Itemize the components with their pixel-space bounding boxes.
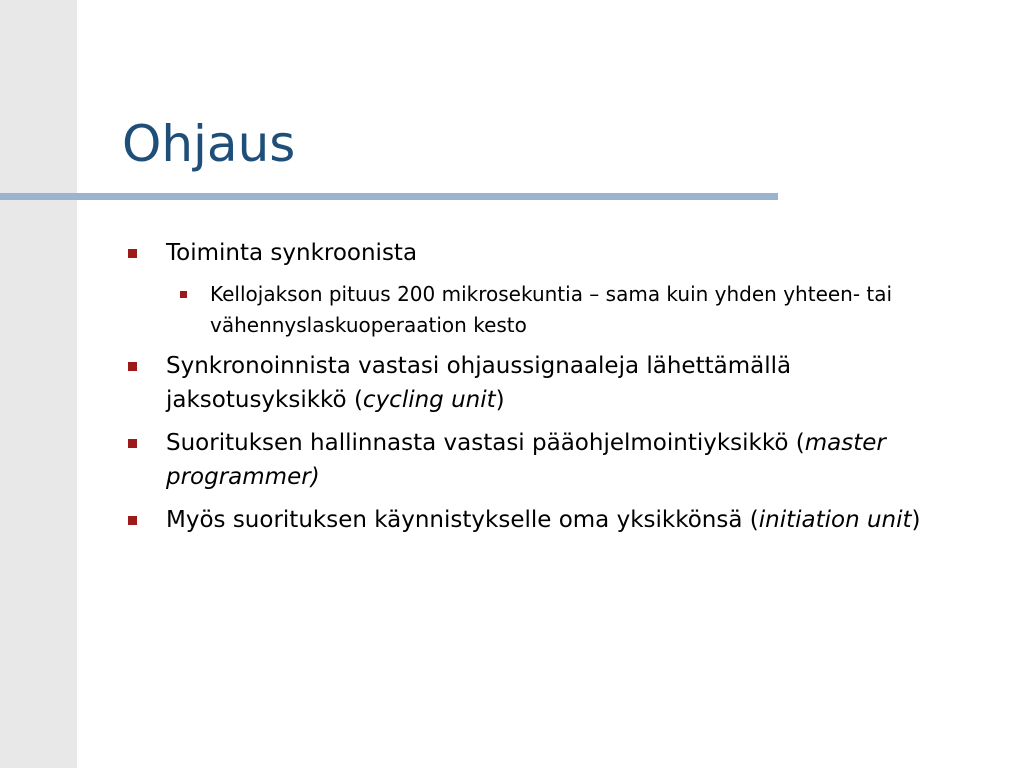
bullet-text: Synkronoinnista vastasi ohjaussignaaleja lähettämällä jaksotusyksikkö ( [166,353,792,413]
title-underline-rule [0,193,778,200]
bullet-text-end: ) [495,387,505,413]
slide-title: Ohjaus [122,115,296,173]
bullet-item [124,349,964,417]
bullet-text: Myös suorituksen käynnistykselle oma yksikkönsä ( [166,507,759,533]
bullet-text: Suorituksen hallinnasta vastasi pääohjelmointiyksikkö ( [166,430,805,456]
square-bullet-icon [128,362,137,371]
bullet-italic-term: cycling unit [362,387,496,413]
sub-bullet-text: Kellojakson pituus 200 mikrosekuntia – sama kuin yhden yhteen- tai vähennyslaskuoperaation kesto [210,282,893,337]
bullet-italic-term: initiation unit [758,507,912,533]
square-bullet-icon [128,439,137,448]
bullet-item [124,503,964,537]
bullet-text-end: ) [911,507,921,533]
bullet-item [124,426,964,494]
sub-bullet-item [166,279,964,341]
square-bullet-icon [128,249,137,258]
bullet-text: Toiminta synkroonista [166,240,418,266]
bullet-italic-term: master programmer) [166,430,886,490]
side-band [0,0,77,768]
square-bullet-icon [128,516,137,525]
square-bullet-icon [180,291,187,298]
bullet-item [124,236,964,270]
bullet-list [124,236,964,546]
